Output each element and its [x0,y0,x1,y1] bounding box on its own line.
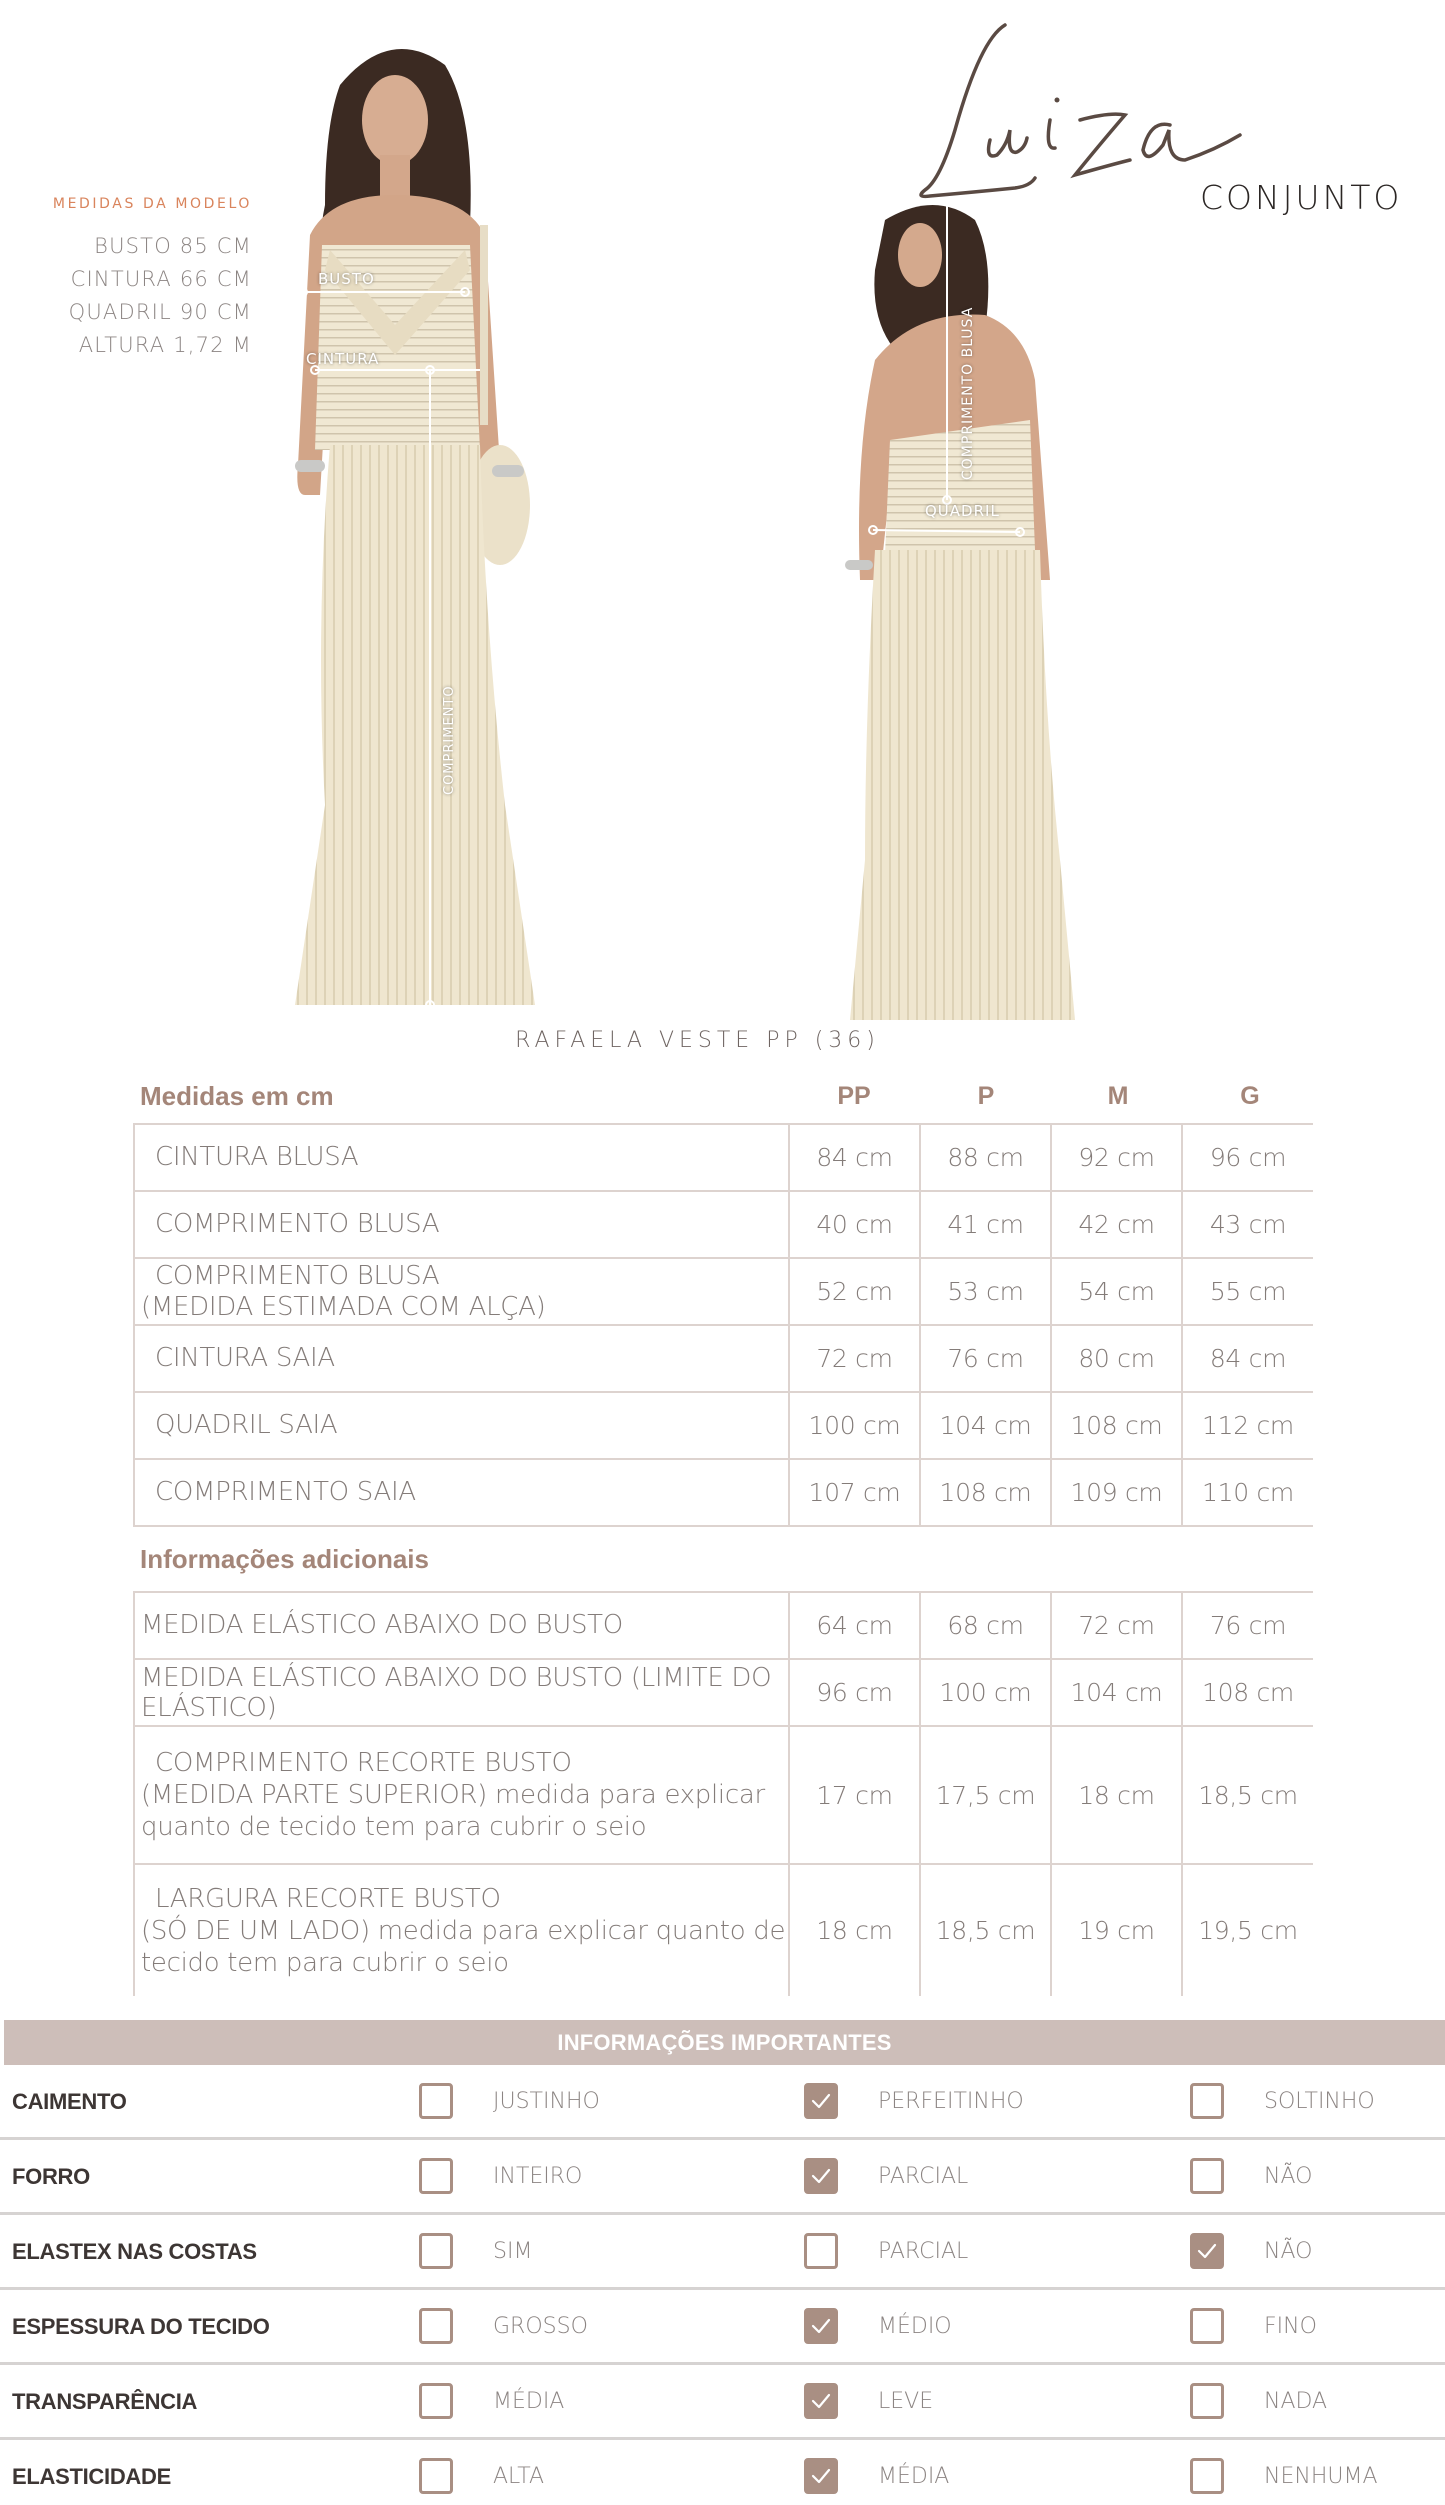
cell-pp: 100 cm [789,1392,920,1459]
checkbox-unchecked[interactable] [419,2233,453,2269]
checkmark-icon [810,2391,832,2411]
option-label: GROSSO [493,2313,588,2339]
cell-m: 108 cm [1051,1392,1182,1459]
cell-pp: 84 cm [789,1124,920,1191]
cell-m: 42 cm [1051,1191,1182,1258]
checkbox-checked[interactable] [804,2083,838,2119]
row-label-line1: LARGURA RECORTE BUSTO [155,1883,501,1914]
cell-p: 104 cm [920,1392,1051,1459]
brand-subtitle: CONJUNTO [1200,178,1403,217]
option-label: NÃO [1264,2238,1313,2264]
info-option[interactable] [804,2308,952,2344]
cell-pp: 64 cm [789,1592,920,1659]
info-option[interactable] [419,2308,588,2344]
checkmark-icon [810,2466,832,2486]
row-label: COMPRIMENTO BLUSA [134,1191,789,1258]
cell-g: 55 cm [1182,1258,1313,1325]
row-label: CINTURA BLUSA [134,1124,789,1191]
cell-g: 84 cm [1182,1325,1313,1392]
info-option[interactable] [1190,2458,1378,2494]
info-option[interactable] [419,2233,532,2269]
checkbox-unchecked[interactable] [419,2458,453,2494]
cell-m: 109 cm [1051,1459,1182,1526]
info-row [0,2140,1445,2215]
model-front-illustration [270,25,560,1025]
option-label: MÉDIO [878,2313,952,2339]
info-row-label: TRANSPARÊNCIA [12,2389,198,2414]
option-label: PERFEITINHO [878,2088,1024,2114]
row-label: COMPRIMENTO SAIA [134,1459,789,1526]
checkbox-checked[interactable] [1190,2233,1224,2269]
info-row [0,2065,1445,2140]
table-row [134,1258,1313,1325]
table-row [134,1659,1313,1726]
info-option[interactable] [1190,2083,1375,2119]
model-bust: BUSTO 85 CM [94,234,252,258]
option-label: SOLTINHO [1264,2088,1375,2114]
cell-pp: 107 cm [789,1459,920,1526]
checkbox-checked[interactable] [804,2308,838,2344]
cell-p: 53 cm [920,1258,1051,1325]
info-row [0,2215,1445,2290]
cell-p: 41 cm [920,1191,1051,1258]
info-option[interactable] [419,2458,544,2494]
size-g: G [1240,1082,1260,1110]
checkbox-unchecked[interactable] [419,2308,453,2344]
model-height: ALTURA 1,72 M [78,333,252,357]
info-option[interactable] [804,2083,1024,2119]
waist-measure-label: CINTURA [306,350,380,368]
checkmark-icon [1196,2241,1218,2261]
cell-g: 18,5 cm [1182,1726,1313,1864]
info-row-label: CAIMENTO [12,2089,127,2114]
cell-pp: 96 cm [789,1659,920,1726]
option-label: MÉDIA [878,2463,950,2489]
row-label: QUADRIL SAIA [134,1392,789,1459]
table-row [134,1864,1313,1996]
info-option[interactable] [419,2383,564,2419]
cell-g: 96 cm [1182,1124,1313,1191]
model-photo-back [835,200,1085,1030]
checkbox-unchecked[interactable] [1190,2308,1224,2344]
checkbox-checked[interactable] [804,2383,838,2419]
cell-pp: 18 cm [789,1864,920,1996]
row-label [134,1726,789,1864]
option-label: SIM [493,2238,533,2264]
cell-pp: 17 cm [789,1726,920,1864]
checkbox-unchecked[interactable] [1190,2458,1224,2494]
option-label: LEVE [878,2388,934,2414]
size-table-title: Medidas em cm [140,1081,334,1111]
cell-p: 17,5 cm [920,1726,1051,1864]
cell-g: 110 cm [1182,1459,1313,1526]
row-label: MEDIDA ELÁSTICO ABAIXO DO BUSTO (LIMITE DO ELÁSTICO) [134,1659,789,1726]
bust-measure-label: BUSTO [318,270,375,288]
info-option[interactable] [1190,2233,1312,2269]
info-option[interactable] [804,2458,949,2494]
cell-m: 72 cm [1051,1592,1182,1659]
important-info-header: INFORMAÇÕES IMPORTANTES [4,2020,1445,2065]
size-header [788,1082,1316,1111]
row-label-line1: COMPRIMENTO BLUSA [155,1260,440,1291]
row-label-line2: (SÓ DE UM LADO) medida para explicar quanto de tecido tem para cubrir o seio [141,1915,786,1978]
model-wears-caption: RAFAELA VESTE PP (36) [515,1028,880,1053]
additional-table [133,1591,1313,1996]
info-option[interactable] [419,2158,582,2194]
checkbox-unchecked[interactable] [419,2383,453,2419]
option-label: NADA [1264,2388,1328,2414]
row-label-line2: (MEDIDA ESTIMADA COM ALÇA) [141,1291,546,1322]
cell-m: 19 cm [1051,1864,1182,1996]
option-label: PARCIAL [878,2238,969,2264]
table-row [134,1325,1313,1392]
option-label: MÉDIA [493,2388,565,2414]
checkbox-unchecked[interactable] [419,2083,453,2119]
table-row [134,1592,1313,1659]
info-option[interactable] [419,2083,600,2119]
checkmark-icon [810,2091,832,2111]
cell-m: 18 cm [1051,1726,1182,1864]
length-measure-label: COMPRIMENTO [442,685,457,795]
info-row [0,2365,1445,2440]
option-label: JUSTINHO [493,2088,600,2114]
info-row-label: FORRO [12,2164,90,2189]
info-option[interactable] [804,2233,968,2269]
row-label [134,1258,789,1325]
info-option[interactable] [1190,2158,1312,2194]
cell-p: 68 cm [920,1592,1051,1659]
info-row-label: ELASTEX NAS COSTAS [12,2239,257,2264]
option-label: NENHUMA [1264,2463,1378,2489]
checkbox-unchecked[interactable] [1190,2383,1224,2419]
cell-g: 112 cm [1182,1392,1313,1459]
cell-m: 104 cm [1051,1659,1182,1726]
cell-p: 100 cm [920,1659,1051,1726]
size-m: M [1107,1082,1129,1110]
table-row [134,1124,1313,1191]
info-option[interactable] [1190,2308,1317,2344]
hip-measure-label: QUADRIL [925,502,1000,520]
option-label: INTEIRO [493,2163,583,2189]
cell-pp: 40 cm [789,1191,920,1258]
size-p: P [977,1082,995,1110]
info-option[interactable] [1190,2383,1327,2419]
checkmark-icon [810,2166,832,2186]
info-row [0,2440,1445,2505]
cell-m: 80 cm [1051,1325,1182,1392]
cell-pp: 52 cm [789,1258,920,1325]
brand-script-logo [885,20,1245,205]
cell-m: 54 cm [1051,1258,1182,1325]
info-row-label: ELASTICIDADE [12,2464,171,2489]
option-label: FINO [1264,2313,1317,2339]
size-table [133,1123,1313,1527]
row-label-line2: (MEDIDA PARTE SUPERIOR) medida para explicar quanto de tecido tem para cubrir o seio [141,1780,765,1842]
checkmark-icon [810,2316,832,2336]
option-label: PARCIAL [878,2163,969,2189]
info-row-label: ESPESSURA DO TECIDO [12,2314,270,2339]
row-label [134,1864,789,1996]
checkbox-unchecked[interactable] [1190,2158,1224,2194]
option-label: ALTA [493,2463,545,2489]
cell-p: 76 cm [920,1325,1051,1392]
model-hip: QUADRIL 90 CM [68,300,252,324]
cell-g: 108 cm [1182,1659,1313,1726]
additional-table-title: Informações adicionais [140,1544,429,1574]
cell-p: 18,5 cm [920,1864,1051,1996]
checkbox-checked[interactable] [804,2158,838,2194]
checkbox-checked[interactable] [804,2458,838,2494]
cell-g: 43 cm [1182,1191,1313,1258]
row-label: MEDIDA ELÁSTICO ABAIXO DO BUSTO [134,1592,789,1659]
cell-p: 88 cm [920,1124,1051,1191]
cell-g: 76 cm [1182,1592,1313,1659]
model-measurements [20,196,252,362]
table-row [134,1459,1313,1526]
important-info-list [0,2065,1445,2505]
row-label: CINTURA SAIA [134,1325,789,1392]
model-photo-front [270,25,560,1025]
model-waist: CINTURA 66 CM [70,267,252,291]
cell-pp: 72 cm [789,1325,920,1392]
info-row [0,2290,1445,2365]
option-label: NÃO [1264,2163,1313,2189]
model-measurements-title: MEDIDAS DA MODELO [52,196,252,212]
checkbox-unchecked[interactable] [1190,2083,1224,2119]
checkbox-unchecked[interactable] [419,2158,453,2194]
table-row [134,1392,1313,1459]
row-label-line1: COMPRIMENTO RECORTE BUSTO [155,1748,572,1778]
cell-m: 92 cm [1051,1124,1182,1191]
info-option[interactable] [804,2383,933,2419]
cell-g: 19,5 cm [1182,1864,1313,1996]
size-pp: PP [837,1082,871,1110]
checkbox-unchecked[interactable] [804,2233,838,2269]
table-row [134,1191,1313,1258]
cell-p: 108 cm [920,1459,1051,1526]
top-length-measure-label: COMPRIMENTO BLUSA [960,306,976,480]
info-option[interactable] [804,2158,968,2194]
table-row [134,1726,1313,1864]
